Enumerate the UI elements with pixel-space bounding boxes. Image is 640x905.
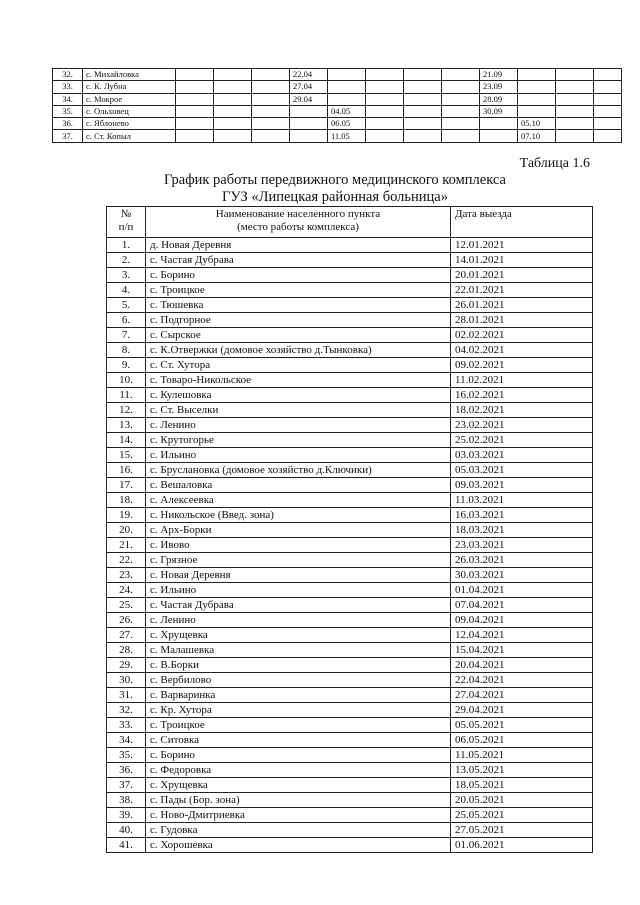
visit-date-cell bbox=[556, 81, 594, 93]
visit-date-cell bbox=[594, 69, 622, 81]
table-row bbox=[107, 838, 593, 853]
visit-date-cell bbox=[366, 105, 404, 117]
settlement-name: с. Кулешовка bbox=[146, 388, 451, 403]
title-line-2: ГУЗ «Липецкая районная больница» bbox=[222, 189, 448, 205]
visit-date-cell bbox=[518, 105, 556, 117]
visit-date-cell bbox=[442, 69, 480, 81]
visit-date-cell bbox=[404, 105, 442, 117]
visit-date-cell bbox=[252, 118, 290, 130]
visit-date-cell bbox=[214, 130, 252, 142]
visit-date: 23.02.2021 bbox=[451, 418, 593, 433]
visit-date-cell bbox=[214, 93, 252, 105]
visit-date: 29.04.2021 bbox=[451, 703, 593, 718]
settlement-name: д. Новая Деревня bbox=[146, 238, 451, 253]
row-number: 41. bbox=[107, 838, 146, 853]
visit-date-cell bbox=[176, 81, 214, 93]
settlement-name: с. Мокрое bbox=[83, 93, 176, 105]
page-title bbox=[0, 172, 640, 206]
visit-date-cell: 23.09 bbox=[480, 81, 518, 93]
row-number: 36. bbox=[53, 118, 83, 130]
schedule-continuation-table bbox=[52, 68, 622, 143]
settlement-name: с. Ст. Копыл bbox=[83, 130, 176, 142]
settlement-name: с. Борино bbox=[146, 268, 451, 283]
visit-date: 06.05.2021 bbox=[451, 733, 593, 748]
row-number: 16. bbox=[107, 463, 146, 478]
row-number: 33. bbox=[53, 81, 83, 93]
settlement-name: с. Товаро-Никольское bbox=[146, 373, 451, 388]
visit-date-cell bbox=[366, 130, 404, 142]
settlement-name: с. Кр. Хутора bbox=[146, 703, 451, 718]
visit-date: 22.04.2021 bbox=[451, 673, 593, 688]
visit-date: 11.03.2021 bbox=[451, 493, 593, 508]
table-row bbox=[107, 643, 593, 658]
visit-date-cell bbox=[556, 93, 594, 105]
visit-date: 20.04.2021 bbox=[451, 658, 593, 673]
settlement-name: с. Арх-Борки bbox=[146, 523, 451, 538]
table-row bbox=[107, 358, 593, 373]
table-row bbox=[107, 508, 593, 523]
visit-date: 05.03.2021 bbox=[451, 463, 593, 478]
settlement-name: с. Яблонево bbox=[83, 118, 176, 130]
row-number: 21. bbox=[107, 538, 146, 553]
row-number: 34. bbox=[53, 93, 83, 105]
table-row bbox=[107, 388, 593, 403]
schedule-continuation-body bbox=[53, 69, 622, 143]
table-row bbox=[107, 298, 593, 313]
row-number: 28. bbox=[107, 643, 146, 658]
header-name bbox=[146, 207, 451, 238]
settlement-name: с. Сырское bbox=[146, 328, 451, 343]
visit-date: 12.04.2021 bbox=[451, 628, 593, 643]
row-number: 15. bbox=[107, 448, 146, 463]
row-number: 17. bbox=[107, 478, 146, 493]
table-row bbox=[107, 328, 593, 343]
visit-date: 11.02.2021 bbox=[451, 373, 593, 388]
settlement-name: с. Ольховец bbox=[83, 105, 176, 117]
table-row bbox=[107, 583, 593, 598]
visit-date-cell: 27.04 bbox=[290, 81, 328, 93]
visit-date-cell bbox=[556, 118, 594, 130]
table-row bbox=[107, 733, 593, 748]
visit-date-cell bbox=[214, 105, 252, 117]
row-number: 35. bbox=[107, 748, 146, 763]
row-number: 19. bbox=[107, 508, 146, 523]
visit-date-cell bbox=[518, 93, 556, 105]
visit-date-cell bbox=[442, 93, 480, 105]
header-num bbox=[107, 207, 146, 238]
visit-date-cell bbox=[252, 69, 290, 81]
settlement-name: с. Хрущевка bbox=[146, 628, 451, 643]
table-row bbox=[107, 418, 593, 433]
row-number: 40. bbox=[107, 823, 146, 838]
table-row bbox=[107, 793, 593, 808]
visit-date-cell bbox=[214, 81, 252, 93]
table-row bbox=[107, 808, 593, 823]
visit-date-cell bbox=[556, 69, 594, 81]
table-label: Таблица 1.6 bbox=[519, 156, 590, 171]
visit-date-cell: 07.10 bbox=[518, 130, 556, 142]
table-row bbox=[107, 703, 593, 718]
header-date: Дата выезда bbox=[451, 207, 593, 238]
visit-date: 01.04.2021 bbox=[451, 583, 593, 598]
visit-date: 26.01.2021 bbox=[451, 298, 593, 313]
continuation-row bbox=[53, 69, 622, 81]
visit-date-cell bbox=[290, 118, 328, 130]
row-number: 26. bbox=[107, 613, 146, 628]
row-number: 5. bbox=[107, 298, 146, 313]
visit-date: 20.05.2021 bbox=[451, 793, 593, 808]
table-row bbox=[107, 613, 593, 628]
visit-date-cell bbox=[176, 93, 214, 105]
row-number: 39. bbox=[107, 808, 146, 823]
visit-date-cell bbox=[214, 69, 252, 81]
row-number: 38. bbox=[107, 793, 146, 808]
table-row bbox=[107, 493, 593, 508]
visit-date-cell bbox=[480, 130, 518, 142]
visit-date: 22.01.2021 bbox=[451, 283, 593, 298]
table-row bbox=[107, 478, 593, 493]
continuation-row bbox=[53, 93, 622, 105]
visit-date: 13.05.2021 bbox=[451, 763, 593, 778]
visit-date-cell bbox=[328, 69, 366, 81]
visit-date: 15.04.2021 bbox=[451, 643, 593, 658]
continuation-row bbox=[53, 105, 622, 117]
visit-date: 20.01.2021 bbox=[451, 268, 593, 283]
table-row bbox=[107, 313, 593, 328]
row-number: 37. bbox=[53, 130, 83, 142]
settlement-name: с. Грязное bbox=[146, 553, 451, 568]
row-number: 37. bbox=[107, 778, 146, 793]
visit-date: 18.05.2021 bbox=[451, 778, 593, 793]
settlement-name: с. Хрущевка bbox=[146, 778, 451, 793]
visit-date: 30.03.2021 bbox=[451, 568, 593, 583]
visit-date-cell bbox=[176, 130, 214, 142]
visit-date: 16.03.2021 bbox=[451, 508, 593, 523]
table-row bbox=[107, 658, 593, 673]
table-row bbox=[107, 568, 593, 583]
row-number: 31. bbox=[107, 688, 146, 703]
visit-date: 12.01.2021 bbox=[451, 238, 593, 253]
table-row bbox=[107, 448, 593, 463]
settlement-name: с. Ново-Дмитриевка bbox=[146, 808, 451, 823]
visit-date-cell bbox=[366, 93, 404, 105]
row-number: 34. bbox=[107, 733, 146, 748]
visit-date-cell bbox=[594, 93, 622, 105]
visit-date: 25.05.2021 bbox=[451, 808, 593, 823]
visit-date-cell: 21.09 bbox=[480, 69, 518, 81]
row-number: 18. bbox=[107, 493, 146, 508]
visit-date-cell: 22.04 bbox=[290, 69, 328, 81]
visit-date-cell bbox=[594, 81, 622, 93]
table-row bbox=[107, 373, 593, 388]
visit-date: 01.06.2021 bbox=[451, 838, 593, 853]
settlement-name: с. Ленино bbox=[146, 613, 451, 628]
visit-date-cell: 11.05 bbox=[328, 130, 366, 142]
settlement-name: с. Ст. Хутора bbox=[146, 358, 451, 373]
visit-date-cell: 28.09 bbox=[480, 93, 518, 105]
table-row bbox=[107, 463, 593, 478]
visit-date: 04.02.2021 bbox=[451, 343, 593, 358]
row-number: 10. bbox=[107, 373, 146, 388]
table-row bbox=[107, 718, 593, 733]
visit-date-cell bbox=[252, 105, 290, 117]
settlement-name: с. Федоровка bbox=[146, 763, 451, 778]
table-row bbox=[107, 778, 593, 793]
visit-date: 02.02.2021 bbox=[451, 328, 593, 343]
visit-date-cell bbox=[556, 130, 594, 142]
table-row bbox=[107, 673, 593, 688]
row-number: 4. bbox=[107, 283, 146, 298]
visit-date-cell bbox=[252, 81, 290, 93]
visit-date-cell bbox=[442, 81, 480, 93]
settlement-name: с. Брусланoвка (домовое хозяйство д.Ключики) bbox=[146, 463, 451, 478]
table-row bbox=[107, 283, 593, 298]
visit-date-cell bbox=[442, 130, 480, 142]
visit-date-cell bbox=[176, 105, 214, 117]
settlement-name: с. Пады (Бор. зона) bbox=[146, 793, 451, 808]
table-row bbox=[107, 403, 593, 418]
table-row bbox=[107, 763, 593, 778]
visit-date-cell bbox=[518, 69, 556, 81]
settlement-name: с. Вешаловка bbox=[146, 478, 451, 493]
visit-date-cell bbox=[176, 69, 214, 81]
table-row bbox=[107, 823, 593, 838]
settlement-name: с. Троицкое bbox=[146, 718, 451, 733]
visit-date-cell bbox=[404, 81, 442, 93]
row-number: 20. bbox=[107, 523, 146, 538]
table-row bbox=[107, 268, 593, 283]
visit-date-cell bbox=[366, 118, 404, 130]
row-number: 6. bbox=[107, 313, 146, 328]
visit-date: 26.03.2021 bbox=[451, 553, 593, 568]
row-number: 22. bbox=[107, 553, 146, 568]
row-number: 32. bbox=[53, 69, 83, 81]
visit-date-cell bbox=[594, 130, 622, 142]
table-row bbox=[107, 523, 593, 538]
visit-date: 07.04.2021 bbox=[451, 598, 593, 613]
row-number: 2. bbox=[107, 253, 146, 268]
visit-date: 25.02.2021 bbox=[451, 433, 593, 448]
settlement-name: с. Ленино bbox=[146, 418, 451, 433]
visit-date-cell: 29.04 bbox=[290, 93, 328, 105]
visit-date-cell bbox=[518, 81, 556, 93]
continuation-row bbox=[53, 81, 622, 93]
settlement-name: с. Варваринка bbox=[146, 688, 451, 703]
row-number: 7. bbox=[107, 328, 146, 343]
visit-date: 23.03.2021 bbox=[451, 538, 593, 553]
visit-date-cell: 06.05 bbox=[328, 118, 366, 130]
table-body bbox=[107, 238, 593, 853]
title-line-1: График работы передвижного медицинского комплекса bbox=[164, 172, 506, 188]
visit-date-cell: 05.10 bbox=[518, 118, 556, 130]
settlement-name: с. Вербилово bbox=[146, 673, 451, 688]
visit-date-cell bbox=[404, 118, 442, 130]
visit-date-cell bbox=[556, 105, 594, 117]
visit-date-cell bbox=[442, 118, 480, 130]
row-number: 23. bbox=[107, 568, 146, 583]
settlement-name: с. Хорошевка bbox=[146, 838, 451, 853]
settlement-name: с. Ст. Выселки bbox=[146, 403, 451, 418]
table-row bbox=[107, 253, 593, 268]
table-header bbox=[107, 207, 593, 238]
visit-date: 09.02.2021 bbox=[451, 358, 593, 373]
row-number: 13. bbox=[107, 418, 146, 433]
settlement-name: с. К. Лубна bbox=[83, 81, 176, 93]
table-row bbox=[107, 628, 593, 643]
row-number: 11. bbox=[107, 388, 146, 403]
visit-date-cell bbox=[404, 69, 442, 81]
row-number: 12. bbox=[107, 403, 146, 418]
visit-date-cell bbox=[366, 81, 404, 93]
visit-date-cell bbox=[594, 118, 622, 130]
settlement-name: с. Ильино bbox=[146, 583, 451, 598]
row-number: 33. bbox=[107, 718, 146, 733]
mobile-complex-schedule-table bbox=[106, 206, 593, 853]
settlement-name: с. В.Борки bbox=[146, 658, 451, 673]
visit-date: 28.01.2021 bbox=[451, 313, 593, 328]
row-number: 25. bbox=[107, 598, 146, 613]
visit-date-cell bbox=[176, 118, 214, 130]
header-row bbox=[107, 207, 593, 238]
settlement-name: с. Борино bbox=[146, 748, 451, 763]
table-row bbox=[107, 748, 593, 763]
settlement-name: с. Ивово bbox=[146, 538, 451, 553]
visit-date: 03.03.2021 bbox=[451, 448, 593, 463]
header-name-line1: Наименование населенного пункта bbox=[215, 208, 381, 220]
header-name-line2: (место работы комплекса) bbox=[237, 221, 359, 233]
continuation-row bbox=[53, 118, 622, 130]
row-number: 1. bbox=[107, 238, 146, 253]
row-number: 3. bbox=[107, 268, 146, 283]
settlement-name: с. Ильино bbox=[146, 448, 451, 463]
visit-date: 27.05.2021 bbox=[451, 823, 593, 838]
table-row bbox=[107, 598, 593, 613]
settlement-name: с. Михайловка bbox=[83, 69, 176, 81]
settlement-name: с. Частая Дубрава bbox=[146, 253, 451, 268]
visit-date-cell bbox=[404, 93, 442, 105]
table-row bbox=[107, 538, 593, 553]
visit-date: 09.04.2021 bbox=[451, 613, 593, 628]
row-number: 27. bbox=[107, 628, 146, 643]
continuation-row bbox=[53, 130, 622, 142]
visit-date-cell bbox=[594, 105, 622, 117]
row-number: 35. bbox=[53, 105, 83, 117]
settlement-name: с. Гудовка bbox=[146, 823, 451, 838]
row-number: 8. bbox=[107, 343, 146, 358]
header-num-line2: п/п bbox=[118, 221, 134, 233]
row-number: 36. bbox=[107, 763, 146, 778]
visit-date: 27.04.2021 bbox=[451, 688, 593, 703]
visit-date-cell: 04.05 bbox=[328, 105, 366, 117]
table-row bbox=[107, 238, 593, 253]
settlement-name: с. Троицкое bbox=[146, 283, 451, 298]
visit-date-cell bbox=[252, 130, 290, 142]
settlement-name: с. К.Отвержки (домовое хозяйство д.Тынковка) bbox=[146, 343, 451, 358]
visit-date-cell: 30.09 bbox=[480, 105, 518, 117]
header-num-line1: № bbox=[120, 208, 132, 220]
visit-date: 05.05.2021 bbox=[451, 718, 593, 733]
table-row bbox=[107, 433, 593, 448]
visit-date-cell bbox=[366, 69, 404, 81]
visit-date-cell bbox=[328, 81, 366, 93]
visit-date: 09.03.2021 bbox=[451, 478, 593, 493]
row-number: 32. bbox=[107, 703, 146, 718]
settlement-name: с. Тюшевка bbox=[146, 298, 451, 313]
visit-date-cell bbox=[480, 118, 518, 130]
settlement-name: с. Ситовка bbox=[146, 733, 451, 748]
visit-date: 18.02.2021 bbox=[451, 403, 593, 418]
visit-date: 16.02.2021 bbox=[451, 388, 593, 403]
visit-date-cell bbox=[404, 130, 442, 142]
row-number: 29. bbox=[107, 658, 146, 673]
visit-date: 14.01.2021 bbox=[451, 253, 593, 268]
settlement-name: с. Подгорное bbox=[146, 313, 451, 328]
settlement-name: с. Частая Дубрава bbox=[146, 598, 451, 613]
visit-date-cell bbox=[328, 93, 366, 105]
row-number: 30. bbox=[107, 673, 146, 688]
visit-date: 18.03.2021 bbox=[451, 523, 593, 538]
settlement-name: с. Малашевка bbox=[146, 643, 451, 658]
table-row bbox=[107, 343, 593, 358]
visit-date-cell bbox=[214, 118, 252, 130]
row-number: 9. bbox=[107, 358, 146, 373]
settlement-name: с. Крутогорье bbox=[146, 433, 451, 448]
visit-date-cell bbox=[442, 105, 480, 117]
visit-date-cell bbox=[252, 93, 290, 105]
settlement-name: с. Новая Деревня bbox=[146, 568, 451, 583]
visit-date-cell bbox=[290, 105, 328, 117]
visit-date: 11.05.2021 bbox=[451, 748, 593, 763]
table-row bbox=[107, 688, 593, 703]
row-number: 14. bbox=[107, 433, 146, 448]
settlement-name: с. Никольское (Введ. зона) bbox=[146, 508, 451, 523]
visit-date-cell bbox=[290, 130, 328, 142]
settlement-name: с. Алексеевка bbox=[146, 493, 451, 508]
table-row bbox=[107, 553, 593, 568]
row-number: 24. bbox=[107, 583, 146, 598]
